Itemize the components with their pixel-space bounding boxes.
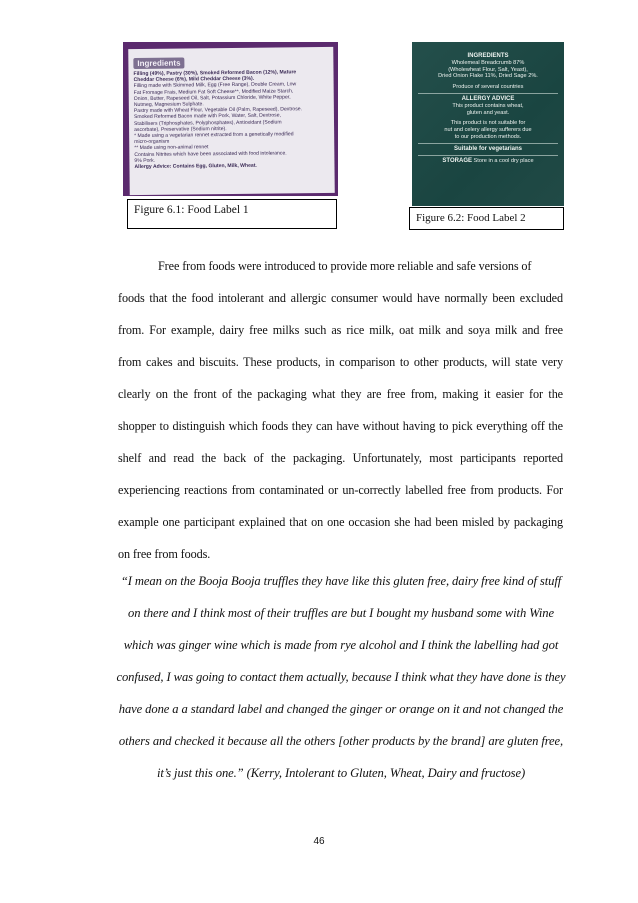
ingredients-text (133, 69, 329, 170)
label2-ingredients-line: (Wholewheat Flour, Salt, Yeast), (448, 66, 528, 73)
ingredients-line: Onion, Butter, Rapeseed Oil, Salt, Potassium Chloride, White Pepper, (133, 94, 291, 102)
label2-allergy-heading: ALLERGY ADVICE (461, 95, 515, 102)
label2-allergy-line: This product contains wheat, (452, 102, 524, 109)
quote-line: on there and I think most of their truffles are but I bought my husband some with Wine (128, 606, 554, 620)
ingredients-line: Stabilisers (Triphosphates, Polyphosphates), Antioxidant (Sodium (133, 119, 282, 127)
label2-divider (418, 155, 558, 156)
ingredients-label-card (128, 47, 335, 195)
food-label-1-photo (123, 42, 338, 196)
paragraph-line: shelf and read the back of the packaging. Unfortunately, most participants reported (118, 451, 563, 465)
label2-storage-text: Store in a cool dry place (473, 157, 534, 164)
ingredients-line: Filling (49%), Pastry (30%), Smoked Reformed Bacon (12%), Mature (133, 69, 297, 78)
ingredients-line: Cheddar Cheese (6%), Mild Cheddar Cheese (3%). (133, 75, 255, 84)
paragraph-line: from. For example, dairy free milks such as rice milk, oat milk and soya milk and free (118, 323, 563, 337)
quote-line: others and checked it because all the others [other products by the brand] are gluten free, (118, 734, 564, 748)
food-label-2-photo (412, 42, 564, 206)
figure-6-2-caption: Figure 6.2: Food Label 2 (409, 207, 564, 230)
label2-divider (418, 143, 558, 144)
label2-allergy-line: gluten and yeast. (466, 109, 510, 116)
paragraph-line: clearly on the front of the packaging what they are free from, making it easier for the (118, 387, 563, 401)
label2-suitability-line: This product is not suitable for (450, 120, 526, 127)
label2-origin: Produce of several countries (452, 84, 524, 91)
figure-6-1-caption: Figure 6.1: Food Label 1 (127, 199, 337, 229)
quote-line: which was ginger wine which is made from rye alcohol and I think the labelling had got (123, 638, 559, 652)
quote-line: have done a a standard label and changed the ginger or orange on it and not changed the (118, 702, 564, 716)
paragraph-line: example one participant explained that on one occasion she had been misled by packaging (118, 515, 563, 529)
quote-line: it’s just this one.” (Kerry, Intolerant to Gluten, Wheat, Dairy and fructose) (156, 766, 526, 780)
ingredients-line: Fat Fromage Frais, Medium Fat Soft Cheese**, Modified Maize Starch, (133, 87, 294, 96)
ingredients-line: Nutmeg, Magnesium Sulphate. (133, 101, 204, 109)
paragraph-line: shopper to distinguish which foods they can have without having to pick everything off the (118, 419, 563, 433)
paragraph-line: Free from foods were introduced to provide more reliable and safe versions of (158, 259, 532, 273)
ingredients-line: Pastry made with Wheat Flour, Vegetable Oil (Palm, Rapeseed), Dextrose. (133, 106, 303, 115)
label2-suitability-line: nut and celery allergy sufferers due (444, 127, 532, 134)
label2-ingredients-line: Wholemeal Breadcrumb 87% (451, 59, 525, 66)
paragraph-line: on free from foods. (118, 547, 211, 561)
ingredients-line: * Made using a vegetarian rennet extracted from a genetically modified (134, 131, 294, 140)
label2-ingredients-line: Dried Onion Flake 11%, Dried Sage 2%. (438, 73, 538, 80)
label2-storage-label: STORAGE (442, 157, 472, 164)
ingredients-line: Contains Nitrites which have been associated with food intolerance. (134, 150, 287, 158)
paragraph-line: from cakes and biscuits. These products, in comparison to other products, will state very (118, 355, 563, 369)
page-number: 46 (313, 836, 325, 847)
ingredients-heading: Ingredients (133, 57, 184, 69)
quote-line: confused, I was going to contact them actually, because I think what they have done is they (116, 670, 566, 684)
ingredients-line: ascorbate), Preservative (Sodium nitrite). (134, 125, 227, 133)
ingredients-line: Smoked Reformed Bacon made with Pork, Water, Salt, Dextrose, (133, 112, 282, 121)
label2-divider (418, 93, 558, 94)
ingredients-line: ** Made using non-animal rennet (134, 144, 209, 152)
quote-line: “I mean on the Booja Booja truffles they have like this gluten free, dairy free kind of stuff (120, 574, 562, 588)
label2-ingredients-heading: INGREDIENTS (467, 53, 509, 59)
label2-vegetarian: Suitable for vegetarians (453, 145, 523, 152)
label2-suitability-line: to our production methods. (454, 133, 522, 140)
ingredients-line: 9% Pork. (134, 157, 156, 164)
ingredients-line: Filling made with Skimmed Milk, Egg (Free Range), Double Cream, Low (133, 81, 297, 90)
ingredients-line: micro-organism (134, 138, 170, 146)
paragraph-line: foods that the food intolerant and allergic consumer would have normally been excluded (118, 291, 563, 305)
ingredients-line: Allergy Advice: Contains Egg, Gluten, Milk, Wheat. (134, 162, 257, 171)
paragraph-line: experiencing reactions from contaminated or un-correctly labelled free from products. For (118, 483, 563, 497)
